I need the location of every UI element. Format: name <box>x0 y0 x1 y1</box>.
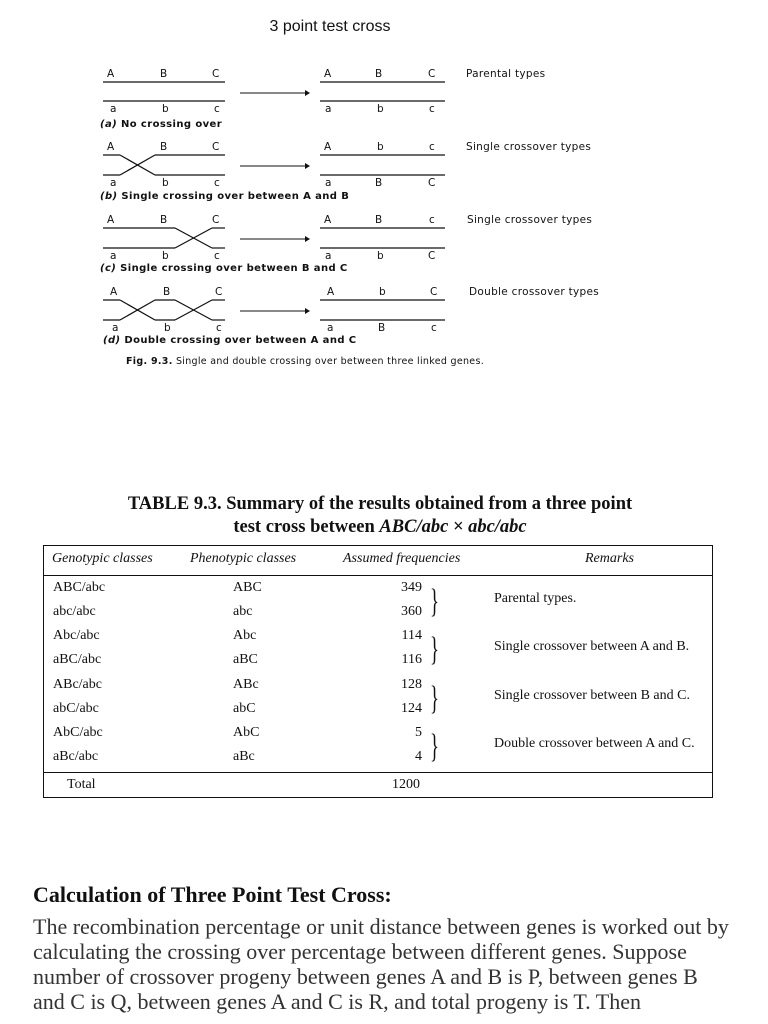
phenotype-cell: abc <box>233 604 253 619</box>
genotype-cell: AbC/abc <box>53 725 103 740</box>
column-header: Assumed frequencies <box>343 551 461 566</box>
right-brace: } <box>430 680 439 717</box>
gene-label: b <box>377 141 384 153</box>
gene-label: C <box>430 286 438 298</box>
frequency-cell: 360 <box>401 604 422 619</box>
panel-caption: (b) Single crossing over between A and B <box>100 191 350 202</box>
gene-label: b <box>164 322 171 334</box>
gene-label: B <box>375 177 383 189</box>
panel-caption: (d) Double crossing over between A and C <box>103 335 357 346</box>
gene-label: C <box>212 68 220 80</box>
gene-label: c <box>214 250 220 262</box>
gene-label: a <box>327 322 334 334</box>
frequency-cell: 349 <box>401 580 422 595</box>
frequency-cell: 4 <box>415 749 422 764</box>
total-divider <box>43 772 713 773</box>
gene-label: B <box>160 214 168 226</box>
gene-label: a <box>110 250 117 262</box>
gene-label: B <box>160 68 168 80</box>
right-brace: } <box>430 583 439 620</box>
genotype-cell: ABc/abc <box>53 677 102 692</box>
frequency-cell: 124 <box>401 701 422 716</box>
phenotype-cell: ABc <box>233 677 259 692</box>
phenotype-cell: aBC <box>233 652 258 667</box>
gene-label: c <box>429 103 435 115</box>
phenotype-cell: ABC <box>233 580 262 595</box>
gene-label: A <box>324 68 332 80</box>
phenotype-cell: Abc <box>233 628 257 643</box>
gene-label: C <box>428 68 436 80</box>
genotype-cell: abC/abc <box>53 701 99 716</box>
column-header: Genotypic classes <box>52 551 153 566</box>
column-header: Remarks <box>585 551 634 566</box>
type-label: Single crossover types <box>467 214 593 226</box>
frequency-cell: 114 <box>401 628 422 643</box>
type-label: Parental types <box>466 68 546 80</box>
header-divider <box>43 575 713 576</box>
gene-label: B <box>375 68 383 80</box>
genotype-cell: abc/abc <box>53 604 96 619</box>
section-heading: Calculation of Three Point Test Cross: <box>33 882 392 907</box>
gene-label: c <box>429 214 435 226</box>
type-label: Single crossover types <box>466 141 592 153</box>
right-brace: } <box>430 631 439 668</box>
gene-label: B <box>163 286 171 298</box>
gene-label: C <box>428 177 436 189</box>
table-title: TABLE 9.3. Summary of the results obtained from a three point test cross between ABC/abc × abc/abc <box>127 494 633 537</box>
genotype-cell: aBC/abc <box>53 652 102 667</box>
gene-label: A <box>107 141 115 153</box>
gene-label: C <box>428 250 436 262</box>
gene-label: c <box>214 177 220 189</box>
gene-label: A <box>324 214 332 226</box>
gene-label: A <box>327 286 335 298</box>
remark-cell: Single crossover between B and C. <box>494 688 690 703</box>
genotype-cell: ABC/abc <box>53 580 106 595</box>
panel-caption: (a) No crossing over <box>100 119 223 130</box>
phenotype-cell: abC <box>233 701 256 716</box>
gene-label: a <box>325 103 332 115</box>
gene-label: a <box>325 177 332 189</box>
gene-label: a <box>325 250 332 262</box>
gene-label: C <box>212 214 220 226</box>
gene-label: c <box>431 322 437 334</box>
gene-label: b <box>377 250 384 262</box>
gene-label: b <box>162 250 169 262</box>
panel-caption: (c) Single crossing over between B and C <box>100 263 348 274</box>
section-body: The recombination percentage or unit distance between genes is worked out by calculating the crossing over percentage between different genes. Suppose number of crossover progeny between genes A and B is P, between genes B and C is Q, between genes A and C is R, and total progeny is T. Then <box>33 914 729 1014</box>
remark-cell: Parental types. <box>494 591 577 606</box>
gene-label: b <box>379 286 386 298</box>
gene-label: a <box>110 177 117 189</box>
column-header: Phenotypic classes <box>190 551 297 566</box>
total-label: Total <box>67 777 96 792</box>
type-label: Double crossover types <box>469 286 600 298</box>
gene-label: A <box>110 286 118 298</box>
gene-label: a <box>112 322 119 334</box>
total-value: 1200 <box>392 777 420 792</box>
gene-label: A <box>107 68 115 80</box>
gene-label: A <box>324 141 332 153</box>
right-brace: } <box>430 728 439 765</box>
gene-label: B <box>378 322 386 334</box>
phenotype-cell: aBc <box>233 749 255 764</box>
gene-label: c <box>216 322 222 334</box>
gene-label: B <box>160 141 168 153</box>
gene-label: B <box>375 214 383 226</box>
remark-cell: Single crossover between A and B. <box>494 639 690 654</box>
figure-caption: Fig. 9.3. Single and double crossing over between three linked genes. <box>126 356 485 367</box>
gene-label: C <box>212 141 220 153</box>
frequency-cell: 128 <box>401 677 422 692</box>
gene-label: C <box>215 286 223 298</box>
gene-label: b <box>162 177 169 189</box>
gene-label: c <box>429 141 435 153</box>
frequency-cell: 5 <box>415 725 422 740</box>
gene-label: b <box>377 103 384 115</box>
page-title: 3 point test cross <box>269 18 391 35</box>
gene-label: A <box>107 214 115 226</box>
frequency-cell: 116 <box>401 652 422 667</box>
genotype-cell: aBc/abc <box>53 749 99 764</box>
phenotype-cell: AbC <box>233 725 260 740</box>
remark-cell: Double crossover between A and C. <box>494 736 695 751</box>
gene-label: a <box>110 103 117 115</box>
gene-label: b <box>162 103 169 115</box>
genotype-cell: Abc/abc <box>53 628 100 643</box>
gene-label: c <box>214 103 220 115</box>
